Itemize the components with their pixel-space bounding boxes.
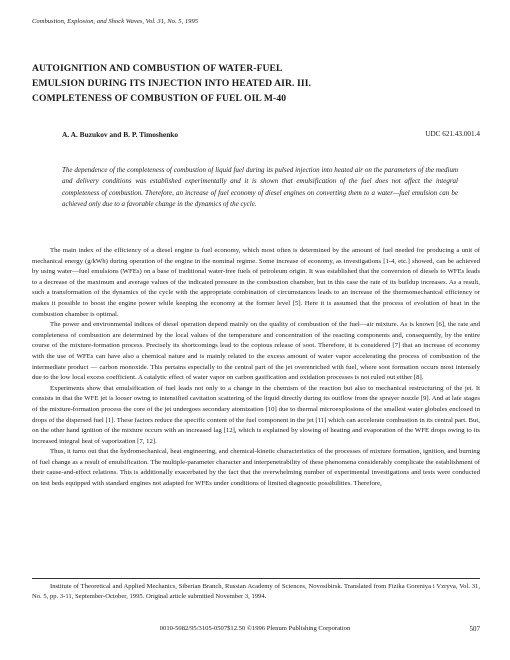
paragraph: The power and environmental indices of diesel operation depend mainly on the quality of combustion of the fuel—air mixture. As is known [6], the rate and completeness of combustion are determined by the local values of the temperature and concentration of the reacting components and, consequently, by the entire course of the mixture-formation process. Precisely its shortcomings lead to the copious release of soot. Therefore, it is considered [7] that an increase of economy with the use of WFEs can have also a chemical nature and is mainly related to the excess amount of water vapor accelerating the process of combustion of the intermediate product — carbon monoxide. This pertains especially to the central part of the jet overenriched with fuel, where soot formation occurs most intensely due to the low local excess coefficient. A catalytic effect of water vapor on carbon gasification and oxidation processes is not ruled out either [8]. [32,321,480,382]
footnote [32,582,480,602]
paragraph: Thus, it turns out that the hydromechanical, heat engineering, and chemical-kinetic characteristics of the processes of mixture formation, ignition, and burning of fuel change as a result of emulsification. The multiple-parameter character and interpenetrability of these phenomena considerably complicate the establishment of their cause-and-effect relations. This is additionally exacerbated by the fact that the overwhelming number of experimental investigations and tests were conducted on test beds equipped with standard engines not adapted for WFEs under conditions of limited diagnostic possibilities. Therefore, [32,448,480,488]
article-title [32,61,472,106]
copyright-line: 0010-5082/95/3105-0507$12.50 ©1996 Plenum Publishing Corporation [159,625,351,632]
body-text [32,246,480,490]
title-line-3: COMPLETENESS OF COMBUSTION OF FUEL OIL M-40 [32,93,287,104]
journal-header: Combustion, Explosion, and Shock Waves, Vol. 31, No. 5, 1995 [32,18,199,25]
udc-code: UDC 621.43.001.4 [425,130,480,138]
abstract: The dependence of the completeness of combustion of liquid fuel during its pulsed injection into heated air on the parameters of the medium and delivery conditions was established experimentally and it is shown that emulsification of the fuel does not affect the integral completeness of combustion. Therefore, an increase of fuel economy of diesel engines on converting them to a water—fuel emulsion can be achieved only due to a favorable change in the dynamics of the cycle. [62,166,458,209]
paragraph: The main index of the efficiency of a diesel engine is fuel economy, which most often is determined by the amount of fuel needed for producing a unit of mechanical energy (g/kWh) during operation of the engine in the nominal regime. Some increase of economy, as investigations [1-4, etc.] showed, can be achieved by using water—fuel emulsions (WFEs) on a base of traditional water-free fuels of petroleum origin. It was established that the conversion of diesels to WFEs leads to a decrease of the maximum and average values of the indicated pressure in the combustion chamber, but in this case the rate of its buildup increases. As a result, such a transformation of the dynamics of the cycle with the appropriate combination of circumstances leads to an increase of the thermomechanical efficiency or makes it possible to boost the engine power while keeping the economy at the former level [5]. Here it is assumed that the process of evolution of heat in the combustion chamber is optimal. [32,247,480,318]
footnote-text: Institute of Theoretical and Applied Mechanics, Siberian Branch, Russian Academy of Sciences, Novosibirsk. Translated from Fizika Goreniya i Vzryva, Vol. 31, No. 5, pp. 3-11, September-October, 1995. Original article submitted November 3, 1994. [32,583,480,600]
authors: A. A. Buzukov and B. P. Timoshenko [62,130,179,139]
title-line-2: EMULSION DURING ITS INJECTION INTO HEATED AIR. III. [32,78,312,89]
page-number: 507 [469,625,480,633]
title-line-1: AUTOIGNITION AND COMBUSTION OF WATER-FUEL [32,63,283,74]
paragraph: Experiments show that emulsification of fuel leads not only to a change in the chemism of the reaction but also to mechanical restructuring of the jet. It consists in that the WFE jet is looser owing to intensified cavitation scattering of the liquid directly during its outflow from the sprayer nozzle [9]. And at late stages of the mixture-formation process the core of the jet undergoes secondary atomization [10] due to thermal microexplosions of the smallest water globules enclosed in drops of the dispersed fuel [1]. These factors reduce the specific content of the fuel component in the jet [11] which can accelerate combustion in its central part. But, on the other hand ignition of the mixture occurs with an increased lag [12], which is explained by slowing of heating and evaporation of the WFE drops owing to its increased integral heat of vaporization [7, 12]. [32,384,480,445]
footnote-divider [32,578,480,579]
